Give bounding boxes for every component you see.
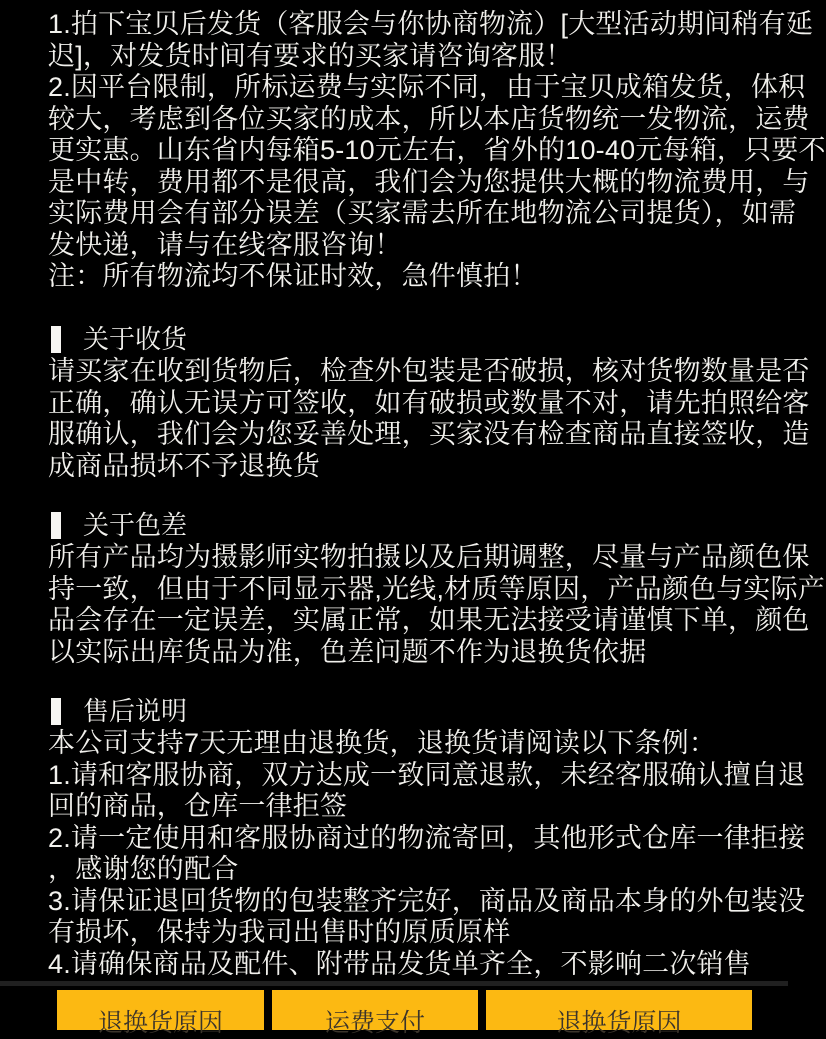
shipping-note-line: 1.拍下宝贝后发货（客服会与你协商物流）[大型活动期间稍有延 xyxy=(48,9,814,39)
section-body-line: 有损坏，保持为我司出售时的原质原样 xyxy=(48,917,511,947)
section-accent-bar-icon xyxy=(51,512,61,539)
footer-tab-row xyxy=(57,990,752,1037)
footer-tab-return-reason-right[interactable]: 退换货原因 xyxy=(486,990,752,1030)
section-body-line: 服确认，我们会为您妥善处理，买家没有检查商品直接签收，造 xyxy=(48,419,810,449)
section-title: 关于收货 xyxy=(83,324,188,354)
section-body-line: 成商品损坏不予退换货 xyxy=(48,450,320,481)
section-accent-bar-icon xyxy=(51,326,61,353)
shipping-note-line: 是中转，费用都不是很高，我们会为您提供大概的物流费用，与 xyxy=(48,166,810,197)
section-body-line: 以实际出库货品为准，色差问题不作为退换货依据 xyxy=(48,636,647,667)
shipping-note-line: 2.因平台限制，所标运费与实际不同，由于宝贝成箱发货，体积 xyxy=(48,72,806,102)
section-header xyxy=(51,322,754,356)
shipping-notes-paragraph xyxy=(48,9,826,293)
section-body-line: 请买家在收到货物后，检查外包装是否破损，核对货物数量是否 xyxy=(48,356,810,386)
section-body-line: 所有产品均为摄影师实物拍摄以及后期调整，尽量与产品颜色保 xyxy=(48,542,810,572)
shipping-note-line: 注：所有物流均不保证时效，急件慎拍！ xyxy=(48,261,538,291)
section-title: 售后说明 xyxy=(83,696,188,726)
section-divider xyxy=(0,981,788,986)
footer-tab-return-reason-left[interactable]: 退换货原因 xyxy=(57,990,264,1030)
section-body-line: 正确，确认无误方可签收，如有破损或数量不对，请先拍照给客 xyxy=(48,387,810,418)
footer-tab-freight-payment[interactable]: 运费支付 xyxy=(272,990,478,1030)
section-body-line: 1.请和客服协商，双方达成一致同意退款，未经客服确认擅自退 xyxy=(48,759,806,790)
shipping-note-line: 更实惠。山东省内每箱5-10元左右，省外的10-40元每箱，只要不 xyxy=(48,135,826,165)
section-body-line: 3.请保证退回货物的包装整齐完好，商品及商品本身的外包装没 xyxy=(48,885,806,916)
shipping-note-line: 较大，考虑到各位买家的成本，所以本店货物统一发物流，运费 xyxy=(48,103,810,134)
shipping-note-line: 实际费用会有部分误差（买家需去所在地物流公司提货），如需 xyxy=(48,198,797,228)
shipping-note-line: 迟]，对发货时间有要求的买家请咨询客服！ xyxy=(48,40,573,71)
section-body-line: 持一致，但由于不同显示器,光线,材质等原因，产品颜色与实际产 xyxy=(48,573,826,604)
section-body-line: 品会存在一定误差，实属正常，如果无法接受请谨慎下单，颜色 xyxy=(48,605,810,635)
section-title: 关于色差 xyxy=(83,510,188,540)
section-about-receiving xyxy=(48,322,810,482)
section-body-line: 2.请一定使用和客服协商过的物流寄回，其他形式仓库一律拒接 xyxy=(48,822,806,853)
section-about-color-difference xyxy=(48,508,826,668)
section-body-line: 本公司支持7天无理由退换货，退换货请阅读以下条例： xyxy=(48,728,717,758)
section-accent-bar-icon xyxy=(51,698,61,725)
section-header xyxy=(51,508,754,542)
section-body-line: ，感谢您的配合 xyxy=(48,854,239,884)
section-header xyxy=(51,694,754,728)
section-after-sales-notes xyxy=(48,694,806,980)
shipping-note-line: 发快递，请与在线客服咨询！ xyxy=(48,229,402,260)
section-body-line: 回的商品，仓库一律拒签 xyxy=(48,791,348,821)
section-body-line: 4.请确保商品及配件、附带品发货单齐全，不影响二次销售 xyxy=(48,948,751,979)
